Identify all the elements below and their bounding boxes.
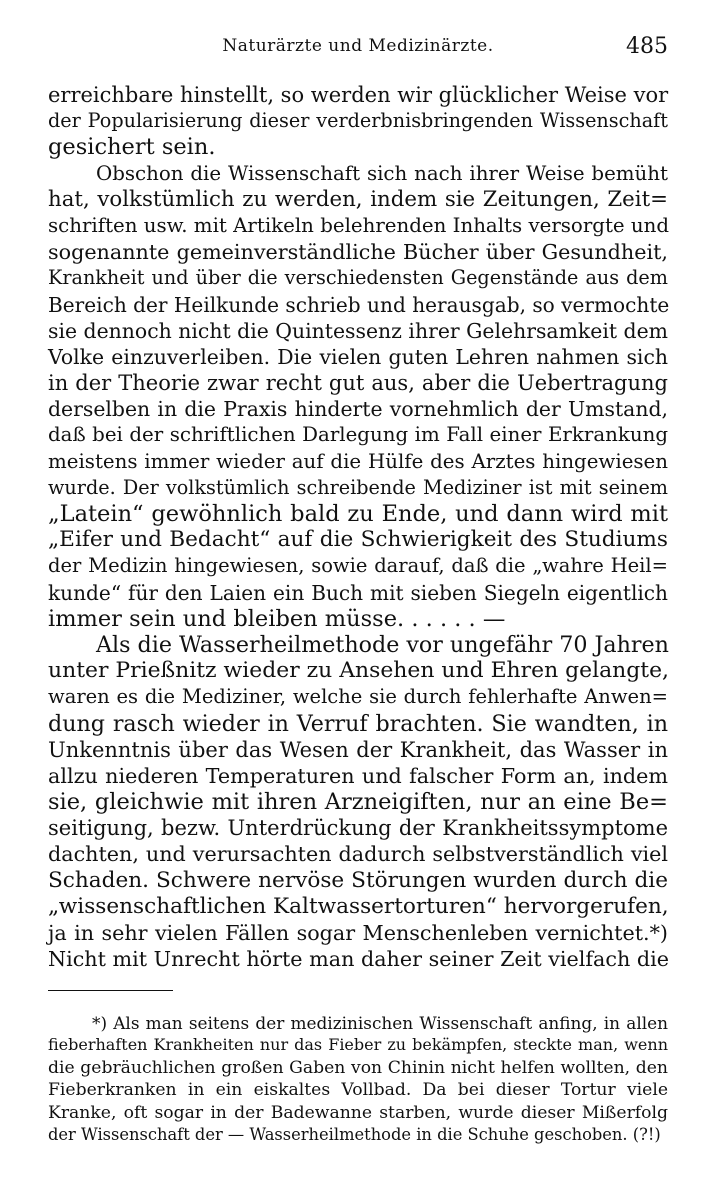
running-head [48,32,668,62]
text-line: sogenannte gemeinverständliche Bücher über Gesundheit, [48,240,668,265]
text-line: unter Prießnitz wieder zu Ansehen und Ehren gelangte, [48,658,669,684]
footnote-divider [48,990,173,991]
text-line: daß bei der schriftlichen Darlegung im Fall einer Erkrankung [48,423,668,447]
text-line: wurde. Der volkstümlich schreibende Mediziner ist mit seinem [48,475,668,499]
footnote-line: die gebräuchlichen großen Gaben von Chinin nicht helfen wollten, den [48,1057,668,1078]
text-line: Obschon die Wissenschaft sich nach ihrer Weise bemüht [96,161,668,185]
text-line: schriften usw. mit Artikeln belehrenden Inhalts versorgte und [48,213,670,237]
text-line: Schaden. Schwere nervöse Störungen wurden durch die [48,867,668,893]
text-line: allzu niederen Temperaturen und falscher Form an, indem [48,763,668,788]
text-line: ja in sehr vielen Fällen sogar Menschenleben vernichtet.*) [48,921,668,945]
footnote [48,1012,668,1146]
text-line: „Eifer und Bedacht“ auf die Schwierigkeit des Studiums [48,527,668,553]
text-line: dung rasch wieder in Verruf brachten. Sie wandten, in [48,710,668,737]
running-title: Naturärzte und Medizinärzte. [222,36,494,56]
footnote-line: fieberhaften Krankheiten nur das Fieber zu bekämpfen, steckte man, wenn [48,1035,668,1055]
text-line: kunde“ für den Laien ein Buch mit sieben Siegeln eigentlich [48,580,668,605]
text-line: immer sein und bleiben müsse. . . . . . — [48,605,506,632]
footnote-line: *) Als man seitens der medizinischen Wissenschaft anfing, in allen [92,1013,668,1033]
footnote-line: Kranke, oft sogar in der Badewanne starben, wurde dieser Mißerfolg [48,1102,668,1123]
text-line: waren es die Mediziner, welche sie durch fehlerhafte Anwen= [48,685,668,709]
text-line: Volke einzuverleiben. Die vielen guten Lehren nahmen sich [48,344,668,369]
text-line: meistens immer wieder auf die Hülfe des Arztes hingewiesen [48,449,668,473]
footnote-line: Fieberkranken in ein eiskaltes Vollbad. Da bei dieser Tortur viele [48,1080,668,1101]
text-line: Als die Wasserheilmethode vor ungefähr 70 Jahren [96,631,669,658]
text-line: sie dennoch nicht die Quintessenz ihrer Gelehrsamkeit dem [48,318,668,343]
text-line: Bereich der Heilkunde schrieb und herausgab, so vermochte [48,292,670,317]
text-line: hat, volkstümlich zu werden, indem sie Zeitungen, Zeit= [48,186,668,212]
text-line: Unkenntnis über das Wesen der Krankheit, das Wasser in [48,737,668,762]
text-line: in der Theorie zwar recht gut aus, aber die Uebertragung [48,371,668,396]
text-line: Nicht mit Unrecht hörte man daher seiner Zeit vielfach die [48,947,669,972]
text-line: dachten, und verursachten dadurch selbstverständlich viel [48,842,668,867]
text-line: sie, gleichwie mit ihren Arzneigiften, nur an eine Be= [48,789,668,816]
text-line: gesichert sein. [48,134,216,161]
footnote-line: der Wissenschaft der — Wasserheilmethode in die Schuhe geschoben. (?!) [48,1124,661,1144]
text-line: seitigung, bezw. Unterdrückung der Krankheitssymptome [48,816,668,841]
text-line: der Popularisierung dieser verderbnisbringenden Wissenschaft [48,109,668,133]
text-line: „Latein“ gewöhnlich bald zu Ende, und dann wird mit [48,501,668,527]
text-line: derselben in die Praxis hinderte vornehmlich der Umstand, [48,397,668,422]
text-line: erreichbare hinstellt, so werden wir glücklicher Weise vor [48,83,669,107]
body-text [48,82,668,972]
text-line: Krankheit und über die verschiedensten Gegenstände aus dem [48,266,668,290]
text-line: „wissenschaftlichen Kaltwassertorturen“ hervorgerufen, [48,893,669,919]
page-number: 485 [626,34,668,59]
text-line: der Medizin hingewiesen, sowie darauf, daß die „wahre Heil= [48,554,668,578]
